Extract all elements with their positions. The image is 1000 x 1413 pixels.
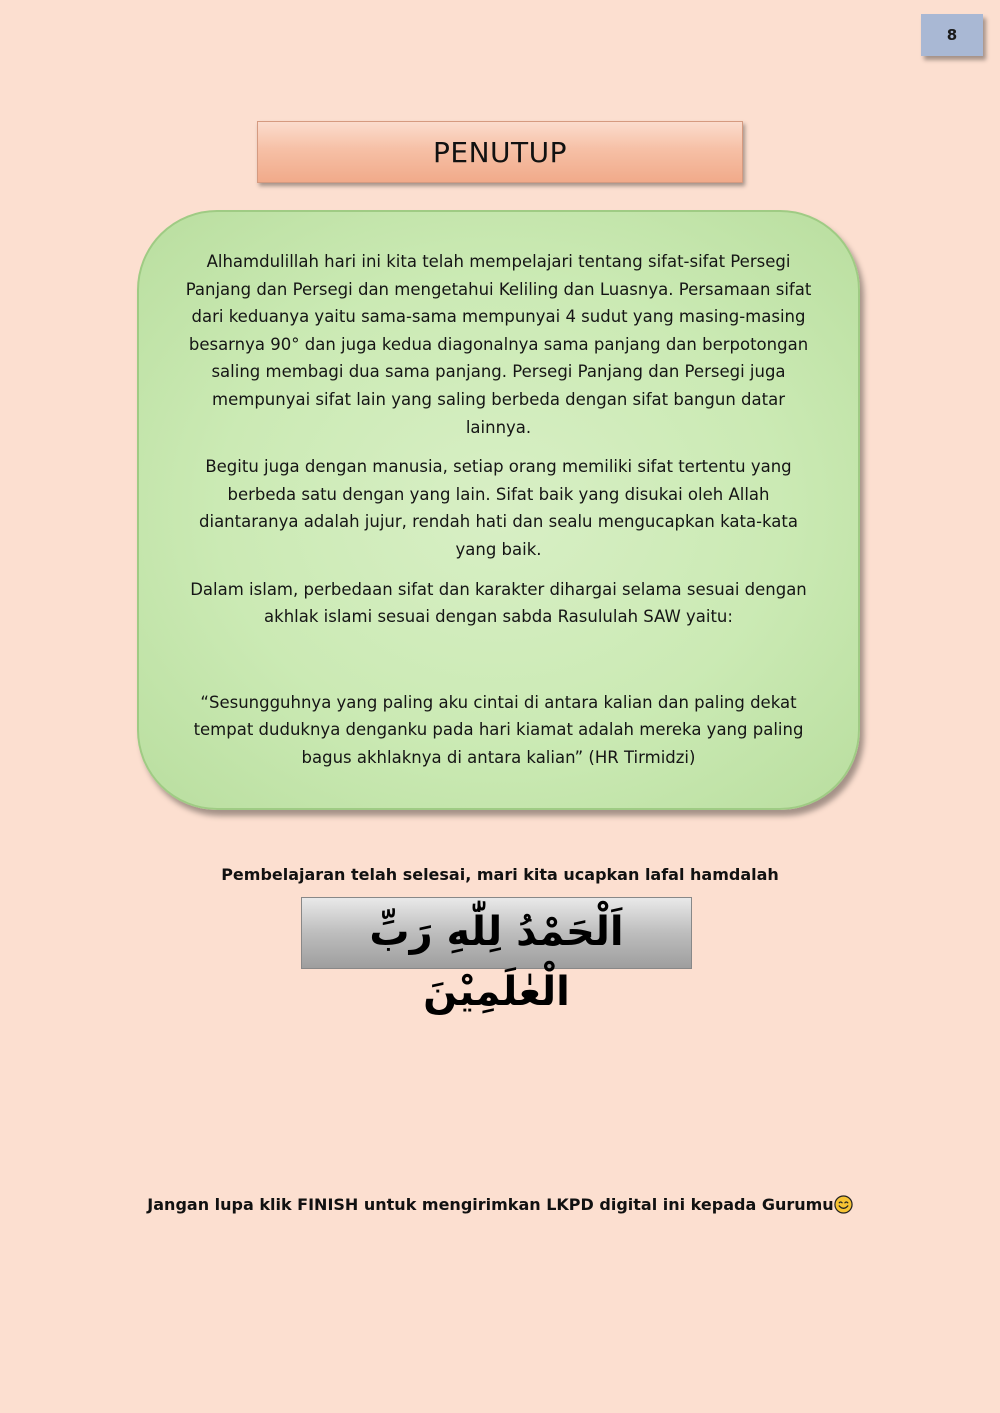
footer-text: Jangan lupa klik FINISH untuk mengirimkan LKPD digital ini kepada Gurumu [147, 1195, 834, 1214]
page-title: PENUTUP [257, 121, 743, 183]
footer-instruction [0, 1195, 1000, 1214]
paragraph-human-traits: Begitu juga dengan manusia, setiap orang memiliki sifat tertentu yang berbeda satu dengan yang lain. Sifat baik yang disukai oleh Allah diantaranya adalah jujur, rendah hati dan sealu mengucapkan kata-kata yang baik. [199, 457, 798, 559]
hadith-quote: “Sesungguhnya yang paling aku cintai di antara kalian dan paling dekat tempat duduknya denganku pada hari kiamat adalah mereka yang paling bagus akhlaknya di antara kalian” (HR Tirmidzi) [193, 692, 804, 767]
paragraph-islam: Dalam islam, perbedaan sifat dan karakter dihargai selama sesuai dengan akhlak islami sesuai dengan sabda Rasululah SAW yaitu: [190, 579, 807, 627]
page-number-badge: 8 [921, 14, 983, 56]
hamdalah-calligraphy-image [301, 897, 692, 1015]
content-box [137, 210, 860, 810]
hamdalah-arabic-text: اَلْحَمْدُ لِلّٰهِ رَبِّ الْعٰلَمِيْنَ [369, 909, 624, 1015]
paragraph-intro: Alhamdulillah hari ini kita telah mempelajari tentang sifat-sifat Persegi Panjang dan Persegi dan mengetahui Keliling dan Luasnya. Persamaan sifat dari keduanya yaitu sama-sama mempunyai 4 sudut yang masing-masing besarnya 90° dan juga kedua diagonalnya sama panjang dan berpotongan saling membagi dua sama panjang. Persegi Panjang dan Persegi juga mempunyai sifat lain yang saling berbeda dengan sifat bangun datar lainnya. [185, 252, 812, 437]
closing-instruction: Pembelajaran telah selesai, mari kita ucapkan lafal hamdalah [221, 865, 779, 884]
smiley-icon [834, 1195, 853, 1214]
